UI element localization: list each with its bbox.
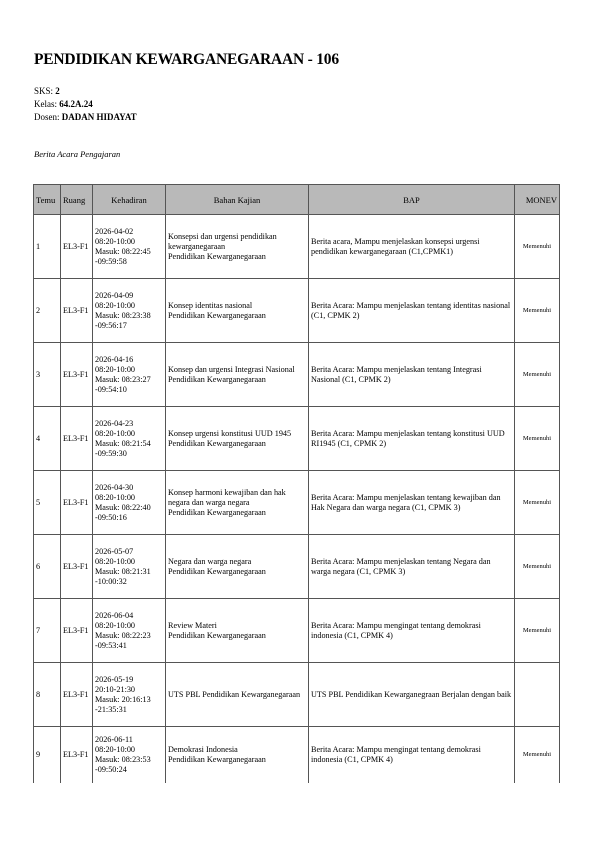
header-kehadiran: Kehadiran (93, 185, 166, 215)
kelas-label: Kelas: (34, 99, 57, 109)
cell-bap: Berita Acara: Mampu menjelaskan tentang kewajiban dan Hak Negara dan warga negara (C1, CPMK 3) (309, 471, 515, 535)
cell-bahan-kajian: Negara dan warga negara Pendidikan Kewarganegaraan (166, 535, 309, 599)
cell-temu: 2 (34, 279, 61, 343)
table-row (34, 471, 560, 535)
cell-kehadiran: 2026-04-23 08:20-10:00 Masuk: 08:21:54 -09:59:30 (93, 407, 166, 471)
sks-line (34, 86, 60, 96)
cell-temu: 7 (34, 599, 61, 663)
dosen-line (34, 112, 137, 122)
header-monev: MONEV (515, 185, 560, 215)
cell-kehadiran: 2026-06-04 08:20-10:00 Masuk: 08:22:23 -09:53:41 (93, 599, 166, 663)
cell-ruang: EL3-F1 (61, 663, 93, 727)
cell-monev (515, 663, 560, 727)
cell-bahan-kajian: Konsep harmoni kewajiban dan hak negara dan warga negara Pendidikan Kewarganegaraan (166, 471, 309, 535)
cell-bahan-kajian: Konsepsi dan urgensi pendidikan kewarganegaraan Pendidikan Kewarganegaraan (166, 215, 309, 279)
sks-value: 2 (55, 86, 60, 96)
table-header-row (34, 185, 560, 215)
page-title: PENDIDIKAN KEWARGANEGARAAN - 106 (34, 51, 339, 68)
cell-ruang: EL3-F1 (61, 471, 93, 535)
table-row (34, 279, 560, 343)
cell-temu: 8 (34, 663, 61, 727)
cell-bap: Berita Acara: Mampu mengingat tentang demokrasi indonesia (C1, CPMK 4) (309, 727, 515, 784)
table-row (34, 215, 560, 279)
table-row (34, 663, 560, 727)
header-bahan-kajian: Bahan Kajian (166, 185, 309, 215)
cell-temu: 6 (34, 535, 61, 599)
cell-kehadiran: 2026-04-02 08:20-10:00 Masuk: 08:22:45 -09:59:58 (93, 215, 166, 279)
table-row (34, 727, 560, 784)
cell-monev: Memenuhi (515, 471, 560, 535)
cell-ruang: EL3-F1 (61, 727, 93, 784)
cell-bahan-kajian: Review Materi Pendidikan Kewarganegaraan (166, 599, 309, 663)
cell-bap: Berita Acara: Mampu mengingat tentang demokrasi indonesia (C1, CPMK 4) (309, 599, 515, 663)
cell-monev: Memenuhi (515, 407, 560, 471)
cell-kehadiran: 2026-05-19 20:10-21:30 Masuk: 20:16:13 -21:35:31 (93, 663, 166, 727)
cell-bap: Berita acara, Mampu menjelaskan konsepsi urgensi pendidikan kewarganegaraan (C1,CPMK1) (309, 215, 515, 279)
cell-bahan-kajian: Konsep dan urgensi Integrasi Nasional Pendidikan Kewarganegaraan (166, 343, 309, 407)
cell-ruang: EL3-F1 (61, 343, 93, 407)
sks-label: SKS: (34, 86, 54, 96)
cell-kehadiran: 2026-04-16 08:20-10:00 Masuk: 08:23:27 -09:54:10 (93, 343, 166, 407)
section-title: Berita Acara Pengajaran (34, 149, 121, 159)
header-ruang: Ruang (61, 185, 93, 215)
cell-monev: Memenuhi (515, 279, 560, 343)
dosen-label: Dosen: (34, 112, 60, 122)
cell-temu: 3 (34, 343, 61, 407)
cell-monev: Memenuhi (515, 727, 560, 784)
dosen-value: DADAN HIDAYAT (61, 112, 137, 122)
cell-ruang: EL3-F1 (61, 599, 93, 663)
cell-kehadiran: 2026-04-09 08:20-10:00 Masuk: 08:23:38 -09:56:17 (93, 279, 166, 343)
cell-monev: Memenuhi (515, 599, 560, 663)
table-row (34, 599, 560, 663)
cell-ruang: EL3-F1 (61, 407, 93, 471)
header-bap: BAP (309, 185, 515, 215)
cell-temu: 9 (34, 727, 61, 784)
cell-bahan-kajian: Demokrasi Indonesia Pendidikan Kewarganegaraan (166, 727, 309, 784)
cell-monev: Memenuhi (515, 535, 560, 599)
cell-ruang: EL3-F1 (61, 215, 93, 279)
cell-bahan-kajian: Konsep urgensi konstitusi UUD 1945 Pendidikan Kewarganegaraan (166, 407, 309, 471)
cell-bahan-kajian: Konsep identitas nasional Pendidikan Kewarganegaraan (166, 279, 309, 343)
header-temu: Temu (34, 185, 61, 215)
cell-kehadiran: 2026-05-07 08:20-10:00 Masuk: 08:21:31 -10:00:32 (93, 535, 166, 599)
cell-bap: Berita Acara: Mampu menjelaskan tentang Negara dan warga negara (C1, CPMK 3) (309, 535, 515, 599)
cell-temu: 5 (34, 471, 61, 535)
cell-bahan-kajian: UTS PBL Pendidikan Kewarganegaraan (166, 663, 309, 727)
kelas-value: 64.2A.24 (59, 99, 93, 109)
cell-kehadiran: 2026-04-30 08:20-10:00 Masuk: 08:22:40 -09:50:16 (93, 471, 166, 535)
table-row (34, 343, 560, 407)
cell-kehadiran: 2026-06-11 08:20-10:00 Masuk: 08:23:53 -09:50:24 (93, 727, 166, 784)
cell-bap: Berita Acara: Mampu menjelaskan tentang konstitusi UUD RI1945 (C1, CPMK 2) (309, 407, 515, 471)
cell-bap: UTS PBL Pendidikan Kewarganegraan Berjalan dengan baik (309, 663, 515, 727)
table-row (34, 407, 560, 471)
cell-bap: Berita Acara: Mampu menjelaskan tentang identitas nasional (C1, CPMK 2) (309, 279, 515, 343)
cell-temu: 1 (34, 215, 61, 279)
bap-table (33, 184, 560, 783)
cell-bap: Berita Acara: Mampu menjelaskan tentang Integrasi Nasional (C1, CPMK 2) (309, 343, 515, 407)
cell-monev: Memenuhi (515, 343, 560, 407)
cell-ruang: EL3-F1 (61, 279, 93, 343)
kelas-line (34, 99, 93, 109)
cell-monev: Memenuhi (515, 215, 560, 279)
cell-ruang: EL3-F1 (61, 535, 93, 599)
cell-temu: 4 (34, 407, 61, 471)
table-row (34, 535, 560, 599)
